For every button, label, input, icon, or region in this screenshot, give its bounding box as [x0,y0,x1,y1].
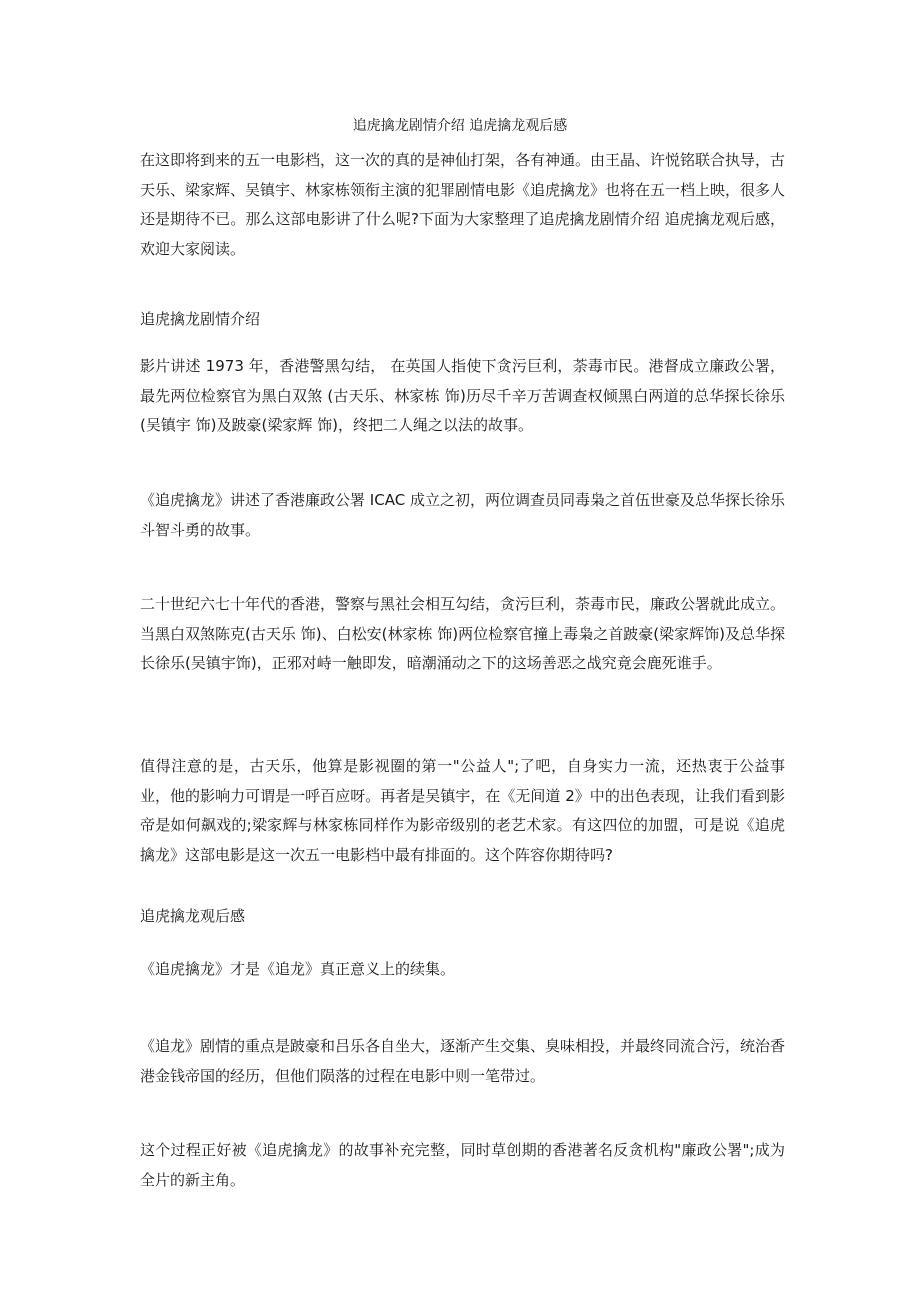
intro-paragraph: 在这即将到来的五一电影档，这一次的真的是神仙打架，各有神通。由王晶、许悦铭联合执导，古天乐、梁家辉、吴镇宇、林家栋领衔主演的犯罪剧情电影《追虎擒龙》也将在五一档上映，很多人还是期待不已。那么这部电影讲了什么呢?下面为大家整理了追虎擒龙剧情介绍 追虎擒龙观后感，欢迎大家阅读。 [140,151,786,258]
review-paragraph-3: 这个过程正好被《追虎擒龙》的故事补充完整，同时草创期的香港著名反贪机构"廉政公署";成为全片的新主角。 [140,1141,785,1189]
section-heading-review: 追虎擒龙观后感 [140,907,246,925]
plot-paragraph-2: 《追虎擒龙》讲述了香港廉政公署 ICAC 成立之初，两位调查员同毒枭之首伍世豪及总华探长徐乐斗智斗勇的故事。 [140,491,785,539]
plot-paragraph-3: 二十世纪六七十年代的香港，警察与黑社会相互勾结，贪污巨利，荼毒市民，廉政公署就此成立。当黑白双煞陈克(古天乐 饰)、白松安(林家栋 饰)两位检察官撞上毒枭之首跛豪(梁家辉饰)及总华探长徐乐(吴镇宇饰)，正邪对峙一触即发，暗潮涌动之下的这场善恶之战究竟会鹿死谁手。 [140,595,786,672]
document-title: 追虎擒龙剧情介绍 追虎擒龙观后感 [352,118,568,134]
section-heading-plot: 追虎擒龙剧情介绍 [140,310,261,328]
review-paragraph-2: 《追龙》剧情的重点是跛豪和吕乐各自坐大，逐渐产生交集、臭味相投，并最终同流合污，统治香港金钱帝国的经历，但他们陨落的过程在电影中则一笔带过。 [140,1037,786,1085]
review-paragraph-1: 《追虎擒龙》才是《追龙》真正意义上的续集。 [140,960,456,978]
plot-paragraph-4: 值得注意的是，古天乐，他算是影视圈的第一"公益人";了吧，自身实力一流，还热衷于公益事业，他的影响力可谓是一呼百应呀。再者是吴镇宇，在《无间道 2》中的出色表现，让我们看到影帝是如何飙戏的;梁家辉与林家栋同样作为影帝级别的老艺术家。有这四位的加盟，可是说《追虎擒龙》这部电影是这一次五一电影档中最有排面的。这个阵容你期待吗? [140,757,785,864]
plot-paragraph-1: 影片讲述 1973 年，香港警黑勾结， 在英国人指使下贪污巨利，荼毒市民。港督成立廉政公署，最先两位检察官为黑白双煞 (古天乐、林家栋 饰)历尽千辛万苦调查权倾黑白两道的总华探长徐乐(吴镇宇 饰)及跛豪(梁家辉 饰)，终把二人绳之以法的故事。 [140,357,785,434]
